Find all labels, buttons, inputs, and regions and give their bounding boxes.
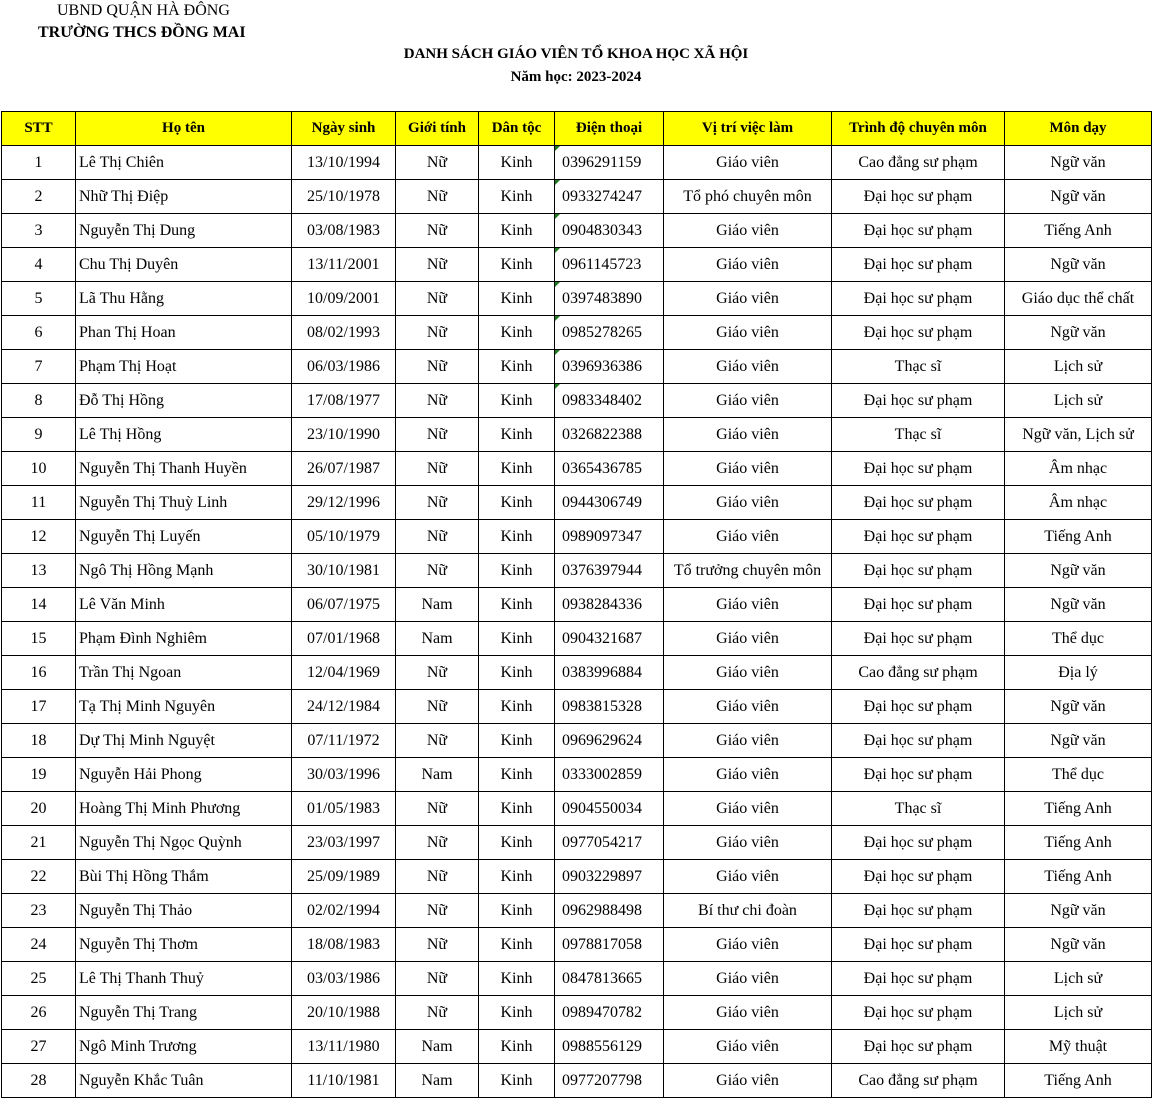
table-row: [2, 860, 1152, 894]
cell-name: Phạm Đình Nghiêm: [76, 622, 292, 656]
cell-position: Giáo viên: [664, 214, 832, 248]
cell-qualification: Cao đẳng sư phạm: [832, 1064, 1005, 1098]
col-header-qualification: Trình độ chuyên môn: [832, 112, 1005, 146]
cell-birthdate: 13/10/1994: [292, 146, 396, 180]
cell-position: Giáo viên: [664, 758, 832, 792]
table-row: [2, 758, 1152, 792]
cell-subject: Lịch sử: [1005, 350, 1152, 384]
table-row: [2, 622, 1152, 656]
cell-subject: Ngữ văn: [1005, 554, 1152, 588]
cell-gender: Nữ: [396, 860, 479, 894]
cell-stt: 24: [2, 928, 76, 962]
cell-phone: 0904550034: [555, 792, 664, 826]
cell-birthdate: 05/10/1979: [292, 520, 396, 554]
col-header-gender: Giới tính: [396, 112, 479, 146]
cell-stt: 27: [2, 1030, 76, 1064]
cell-stt: 19: [2, 758, 76, 792]
cell-qualification: Đại học sư phạm: [832, 282, 1005, 316]
cell-name: Nguyễn Thị Trang: [76, 996, 292, 1030]
cell-name: Phạm Thị Hoạt: [76, 350, 292, 384]
cell-subject: Ngữ văn: [1005, 690, 1152, 724]
cell-qualification: Thạc sĩ: [832, 792, 1005, 826]
cell-qualification: Đại học sư phạm: [832, 928, 1005, 962]
cell-name: Tạ Thị Minh Nguyên: [76, 690, 292, 724]
cell-birthdate: 13/11/1980: [292, 1030, 396, 1064]
cell-subject: Tiếng Anh: [1005, 1064, 1152, 1098]
cell-stt: 23: [2, 894, 76, 928]
cell-name: Hoàng Thị Minh Phương: [76, 792, 292, 826]
cell-ethnicity: Kinh: [479, 758, 555, 792]
cell-phone: 0396291159: [555, 146, 664, 180]
cell-ethnicity: Kinh: [479, 554, 555, 588]
district-name: UBND QUẬN HÀ ĐÔNG: [57, 2, 230, 19]
cell-gender: Nữ: [396, 792, 479, 826]
cell-position: Giáo viên: [664, 316, 832, 350]
cell-qualification: Đại học sư phạm: [832, 180, 1005, 214]
cell-subject: Ngữ văn, Lịch sử: [1005, 418, 1152, 452]
cell-position: Giáo viên: [664, 1030, 832, 1064]
cell-subject: Tiếng Anh: [1005, 860, 1152, 894]
table-row: [2, 146, 1152, 180]
cell-position: Bí thư chi đoàn: [664, 894, 832, 928]
cell-name: Nguyễn Thị Luyến: [76, 520, 292, 554]
cell-ethnicity: Kinh: [479, 248, 555, 282]
table-row: [2, 588, 1152, 622]
cell-position: Giáo viên: [664, 350, 832, 384]
cell-stt: 10: [2, 452, 76, 486]
cell-subject: Mỹ thuật: [1005, 1030, 1152, 1064]
cell-stt: 26: [2, 996, 76, 1030]
cell-ethnicity: Kinh: [479, 520, 555, 554]
cell-stt: 18: [2, 724, 76, 758]
cell-position: Giáo viên: [664, 418, 832, 452]
cell-position: Giáo viên: [664, 146, 832, 180]
cell-subject: Tiếng Anh: [1005, 214, 1152, 248]
cell-name: Lã Thu Hằng: [76, 282, 292, 316]
cell-birthdate: 13/11/2001: [292, 248, 396, 282]
cell-subject: Giáo dục thể chất: [1005, 282, 1152, 316]
col-header-subject: Môn dạy: [1005, 112, 1152, 146]
cell-stt: 25: [2, 962, 76, 996]
cell-gender: Nữ: [396, 656, 479, 690]
cell-name: Nguyễn Thị Ngọc Quỳnh: [76, 826, 292, 860]
cell-phone: 0978817058: [555, 928, 664, 962]
cell-gender: Nam: [396, 588, 479, 622]
table-row: [2, 1030, 1152, 1064]
cell-phone: 0397483890: [555, 282, 664, 316]
cell-ethnicity: Kinh: [479, 384, 555, 418]
cell-birthdate: 11/10/1981: [292, 1064, 396, 1098]
cell-phone: 0376397944: [555, 554, 664, 588]
cell-phone: 0983815328: [555, 690, 664, 724]
table-row: [2, 656, 1152, 690]
cell-name: Lê Thị Thanh Thuỷ: [76, 962, 292, 996]
table-row: [2, 520, 1152, 554]
cell-stt: 17: [2, 690, 76, 724]
cell-birthdate: 30/10/1981: [292, 554, 396, 588]
cell-birthdate: 07/01/1968: [292, 622, 396, 656]
cell-qualification: Thạc sĩ: [832, 350, 1005, 384]
cell-birthdate: 02/02/1994: [292, 894, 396, 928]
cell-birthdate: 25/09/1989: [292, 860, 396, 894]
cell-stt: 2: [2, 180, 76, 214]
cell-subject: Thể dục: [1005, 622, 1152, 656]
table-row: [2, 486, 1152, 520]
cell-gender: Nữ: [396, 146, 479, 180]
cell-phone: 0989097347: [555, 520, 664, 554]
cell-qualification: Đại học sư phạm: [832, 724, 1005, 758]
table-row: [2, 928, 1152, 962]
cell-stt: 28: [2, 1064, 76, 1098]
document-title: DANH SÁCH GIÁO VIÊN TỔ KHOA HỌC XÃ HỘI: [403, 46, 749, 62]
table-header-row: [2, 112, 1152, 146]
table-row: [2, 962, 1152, 996]
cell-birthdate: 18/08/1983: [292, 928, 396, 962]
cell-qualification: Đại học sư phạm: [832, 826, 1005, 860]
teacher-table: [1, 111, 1152, 1098]
table-row: [2, 248, 1152, 282]
cell-gender: Nữ: [396, 894, 479, 928]
cell-stt: 13: [2, 554, 76, 588]
cell-position: Giáo viên: [664, 690, 832, 724]
cell-position: Giáo viên: [664, 282, 832, 316]
cell-position: Giáo viên: [664, 520, 832, 554]
cell-gender: Nữ: [396, 452, 479, 486]
cell-stt: 1: [2, 146, 76, 180]
col-header-name: Họ tên: [76, 112, 292, 146]
cell-ethnicity: Kinh: [479, 588, 555, 622]
school-name: TRƯỜNG THCS ĐỒNG MAI: [38, 24, 246, 41]
table-row: [2, 690, 1152, 724]
cell-stt: 4: [2, 248, 76, 282]
cell-phone: 0904830343: [555, 214, 664, 248]
cell-birthdate: 12/04/1969: [292, 656, 396, 690]
cell-birthdate: 17/08/1977: [292, 384, 396, 418]
cell-position: Giáo viên: [664, 656, 832, 690]
cell-phone: 0326822388: [555, 418, 664, 452]
cell-ethnicity: Kinh: [479, 860, 555, 894]
table-row: [2, 282, 1152, 316]
cell-phone: 0938284336: [555, 588, 664, 622]
cell-gender: Nữ: [396, 214, 479, 248]
cell-subject: Ngữ văn: [1005, 146, 1152, 180]
table-row: [2, 316, 1152, 350]
cell-ethnicity: Kinh: [479, 962, 555, 996]
cell-position: Giáo viên: [664, 384, 832, 418]
col-header-position: Vị trí việc làm: [664, 112, 832, 146]
cell-phone: 0903229897: [555, 860, 664, 894]
cell-phone: 0383996884: [555, 656, 664, 690]
cell-name: Bùi Thị Hồng Thắm: [76, 860, 292, 894]
cell-qualification: Đại học sư phạm: [832, 588, 1005, 622]
cell-ethnicity: Kinh: [479, 894, 555, 928]
cell-subject: Ngữ văn: [1005, 894, 1152, 928]
cell-subject: Ngữ văn: [1005, 928, 1152, 962]
cell-gender: Nam: [396, 758, 479, 792]
cell-position: Tổ phó chuyên môn: [664, 180, 832, 214]
cell-gender: Nữ: [396, 826, 479, 860]
cell-stt: 9: [2, 418, 76, 452]
cell-gender: Nữ: [396, 928, 479, 962]
cell-ethnicity: Kinh: [479, 452, 555, 486]
cell-qualification: Đại học sư phạm: [832, 690, 1005, 724]
cell-position: Giáo viên: [664, 622, 832, 656]
cell-name: Dự Thị Minh Nguyệt: [76, 724, 292, 758]
cell-birthdate: 25/10/1978: [292, 180, 396, 214]
cell-position: Giáo viên: [664, 826, 832, 860]
cell-birthdate: 29/12/1996: [292, 486, 396, 520]
cell-qualification: Thạc sĩ: [832, 418, 1005, 452]
cell-birthdate: 30/03/1996: [292, 758, 396, 792]
cell-qualification: Cao đẳng sư phạm: [832, 656, 1005, 690]
cell-subject: Tiếng Anh: [1005, 520, 1152, 554]
cell-phone: 0983348402: [555, 384, 664, 418]
cell-name: Nguyễn Khắc Tuân: [76, 1064, 292, 1098]
cell-phone: 0961145723: [555, 248, 664, 282]
cell-gender: Nữ: [396, 554, 479, 588]
cell-phone: 0933274247: [555, 180, 664, 214]
cell-phone: 0847813665: [555, 962, 664, 996]
cell-name: Ngô Minh Trương: [76, 1030, 292, 1064]
cell-name: Phan Thị Hoan: [76, 316, 292, 350]
cell-birthdate: 26/07/1987: [292, 452, 396, 486]
table-row: [2, 214, 1152, 248]
cell-phone: 0904321687: [555, 622, 664, 656]
cell-birthdate: 08/02/1993: [292, 316, 396, 350]
cell-name: Lê Thị Chiên: [76, 146, 292, 180]
cell-birthdate: 20/10/1988: [292, 996, 396, 1030]
cell-qualification: Đại học sư phạm: [832, 486, 1005, 520]
cell-name: Nguyễn Thị Thảo: [76, 894, 292, 928]
cell-phone: 0396936386: [555, 350, 664, 384]
cell-phone: 0977054217: [555, 826, 664, 860]
cell-gender: Nam: [396, 1064, 479, 1098]
cell-name: Nguyễn Thị Dung: [76, 214, 292, 248]
cell-name: Lê Thị Hồng: [76, 418, 292, 452]
col-header-ethnicity: Dân tộc: [479, 112, 555, 146]
cell-ethnicity: Kinh: [479, 1064, 555, 1098]
cell-subject: Âm nhạc: [1005, 486, 1152, 520]
cell-phone: 0985278265: [555, 316, 664, 350]
cell-qualification: Đại học sư phạm: [832, 758, 1005, 792]
cell-phone: 0988556129: [555, 1030, 664, 1064]
cell-position: Giáo viên: [664, 1064, 832, 1098]
cell-birthdate: 01/05/1983: [292, 792, 396, 826]
cell-gender: Nữ: [396, 996, 479, 1030]
cell-phone: 0989470782: [555, 996, 664, 1030]
cell-position: Giáo viên: [664, 724, 832, 758]
cell-birthdate: 06/07/1975: [292, 588, 396, 622]
col-header-birthdate: Ngày sinh: [292, 112, 396, 146]
cell-position: Giáo viên: [664, 486, 832, 520]
cell-birthdate: 03/03/1986: [292, 962, 396, 996]
table-row: [2, 792, 1152, 826]
cell-ethnicity: Kinh: [479, 622, 555, 656]
cell-stt: 21: [2, 826, 76, 860]
cell-name: Lê Văn Minh: [76, 588, 292, 622]
cell-subject: Ngữ văn: [1005, 724, 1152, 758]
cell-stt: 8: [2, 384, 76, 418]
cell-ethnicity: Kinh: [479, 996, 555, 1030]
cell-birthdate: 03/08/1983: [292, 214, 396, 248]
cell-ethnicity: Kinh: [479, 724, 555, 758]
cell-stt: 15: [2, 622, 76, 656]
cell-position: Giáo viên: [664, 452, 832, 486]
cell-birthdate: 07/11/1972: [292, 724, 396, 758]
cell-gender: Nữ: [396, 486, 479, 520]
cell-stt: 16: [2, 656, 76, 690]
cell-subject: Lịch sử: [1005, 384, 1152, 418]
cell-name: Nguyễn Thị Thanh Huyền: [76, 452, 292, 486]
cell-qualification: Đại học sư phạm: [832, 962, 1005, 996]
cell-name: Trần Thị Ngoan: [76, 656, 292, 690]
cell-qualification: Đại học sư phạm: [832, 520, 1005, 554]
cell-ethnicity: Kinh: [479, 350, 555, 384]
cell-position: Giáo viên: [664, 996, 832, 1030]
cell-position: Giáo viên: [664, 792, 832, 826]
cell-qualification: Đại học sư phạm: [832, 996, 1005, 1030]
cell-stt: 20: [2, 792, 76, 826]
cell-gender: Nữ: [396, 724, 479, 758]
cell-stt: 7: [2, 350, 76, 384]
cell-name: Nhữ Thị Điệp: [76, 180, 292, 214]
cell-ethnicity: Kinh: [479, 1030, 555, 1064]
cell-position: Giáo viên: [664, 928, 832, 962]
cell-ethnicity: Kinh: [479, 146, 555, 180]
cell-gender: Nữ: [396, 520, 479, 554]
table-row: [2, 894, 1152, 928]
cell-qualification: Đại học sư phạm: [832, 1030, 1005, 1064]
cell-subject: Địa lý: [1005, 656, 1152, 690]
cell-gender: Nữ: [396, 350, 479, 384]
cell-gender: Nữ: [396, 180, 479, 214]
cell-gender: Nữ: [396, 384, 479, 418]
cell-name: Đỗ Thị Hồng: [76, 384, 292, 418]
cell-ethnicity: Kinh: [479, 418, 555, 452]
cell-name: Ngô Thị Hồng Mạnh: [76, 554, 292, 588]
cell-ethnicity: Kinh: [479, 690, 555, 724]
table-row: [2, 384, 1152, 418]
cell-position: Tổ trưởng chuyên môn: [664, 554, 832, 588]
cell-name: Nguyễn Thị Thơm: [76, 928, 292, 962]
cell-subject: Ngữ văn: [1005, 316, 1152, 350]
cell-gender: Nữ: [396, 418, 479, 452]
cell-phone: 0969629624: [555, 724, 664, 758]
cell-name: Nguyễn Thị Thuỳ Linh: [76, 486, 292, 520]
cell-ethnicity: Kinh: [479, 282, 555, 316]
cell-birthdate: 24/12/1984: [292, 690, 396, 724]
cell-qualification: Đại học sư phạm: [832, 452, 1005, 486]
cell-ethnicity: Kinh: [479, 656, 555, 690]
cell-ethnicity: Kinh: [479, 486, 555, 520]
cell-stt: 5: [2, 282, 76, 316]
cell-phone: 0944306749: [555, 486, 664, 520]
cell-qualification: Cao đẳng sư phạm: [832, 146, 1005, 180]
cell-phone: 0365436785: [555, 452, 664, 486]
table-row: [2, 1064, 1152, 1098]
col-header-stt: STT: [2, 112, 76, 146]
cell-ethnicity: Kinh: [479, 928, 555, 962]
cell-subject: Thể dục: [1005, 758, 1152, 792]
cell-phone: 0962988498: [555, 894, 664, 928]
cell-birthdate: 23/10/1990: [292, 418, 396, 452]
cell-position: Giáo viên: [664, 588, 832, 622]
cell-qualification: Đại học sư phạm: [832, 214, 1005, 248]
cell-stt: 12: [2, 520, 76, 554]
cell-subject: Ngữ văn: [1005, 180, 1152, 214]
cell-subject: Lịch sử: [1005, 996, 1152, 1030]
cell-ethnicity: Kinh: [479, 316, 555, 350]
cell-gender: Nữ: [396, 962, 479, 996]
cell-subject: Lịch sử: [1005, 962, 1152, 996]
cell-birthdate: 06/03/1986: [292, 350, 396, 384]
cell-qualification: Đại học sư phạm: [832, 248, 1005, 282]
cell-name: Chu Thị Duyên: [76, 248, 292, 282]
cell-position: Giáo viên: [664, 248, 832, 282]
cell-phone: 0333002859: [555, 758, 664, 792]
cell-stt: 11: [2, 486, 76, 520]
cell-stt: 22: [2, 860, 76, 894]
col-header-phone: Điện thoại: [555, 112, 664, 146]
table-row: [2, 826, 1152, 860]
cell-qualification: Đại học sư phạm: [832, 860, 1005, 894]
table-row: [2, 724, 1152, 758]
cell-stt: 3: [2, 214, 76, 248]
cell-subject: Tiếng Anh: [1005, 826, 1152, 860]
cell-gender: Nữ: [396, 282, 479, 316]
cell-gender: Nữ: [396, 316, 479, 350]
cell-stt: 14: [2, 588, 76, 622]
cell-subject: Ngữ văn: [1005, 588, 1152, 622]
table-row: [2, 180, 1152, 214]
cell-position: Giáo viên: [664, 860, 832, 894]
cell-gender: Nam: [396, 622, 479, 656]
table-row: [2, 418, 1152, 452]
cell-qualification: Đại học sư phạm: [832, 316, 1005, 350]
cell-position: Giáo viên: [664, 962, 832, 996]
cell-qualification: Đại học sư phạm: [832, 554, 1005, 588]
table-row: [2, 554, 1152, 588]
document-header: [0, 0, 1152, 110]
cell-gender: Nam: [396, 1030, 479, 1064]
cell-qualification: Đại học sư phạm: [832, 894, 1005, 928]
cell-subject: Ngữ văn: [1005, 248, 1152, 282]
cell-subject: Tiếng Anh: [1005, 792, 1152, 826]
cell-birthdate: 10/09/2001: [292, 282, 396, 316]
table-row: [2, 350, 1152, 384]
cell-phone: 0977207798: [555, 1064, 664, 1098]
school-year: Năm học: 2023-2024: [510, 69, 642, 85]
cell-qualification: Đại học sư phạm: [832, 384, 1005, 418]
cell-qualification: Đại học sư phạm: [832, 622, 1005, 656]
cell-ethnicity: Kinh: [479, 826, 555, 860]
cell-subject: Âm nhạc: [1005, 452, 1152, 486]
cell-birthdate: 23/03/1997: [292, 826, 396, 860]
table-row: [2, 452, 1152, 486]
cell-name: Nguyễn Hải Phong: [76, 758, 292, 792]
cell-ethnicity: Kinh: [479, 214, 555, 248]
cell-ethnicity: Kinh: [479, 792, 555, 826]
cell-gender: Nữ: [396, 248, 479, 282]
cell-ethnicity: Kinh: [479, 180, 555, 214]
cell-gender: Nữ: [396, 690, 479, 724]
cell-stt: 6: [2, 316, 76, 350]
table-row: [2, 996, 1152, 1030]
